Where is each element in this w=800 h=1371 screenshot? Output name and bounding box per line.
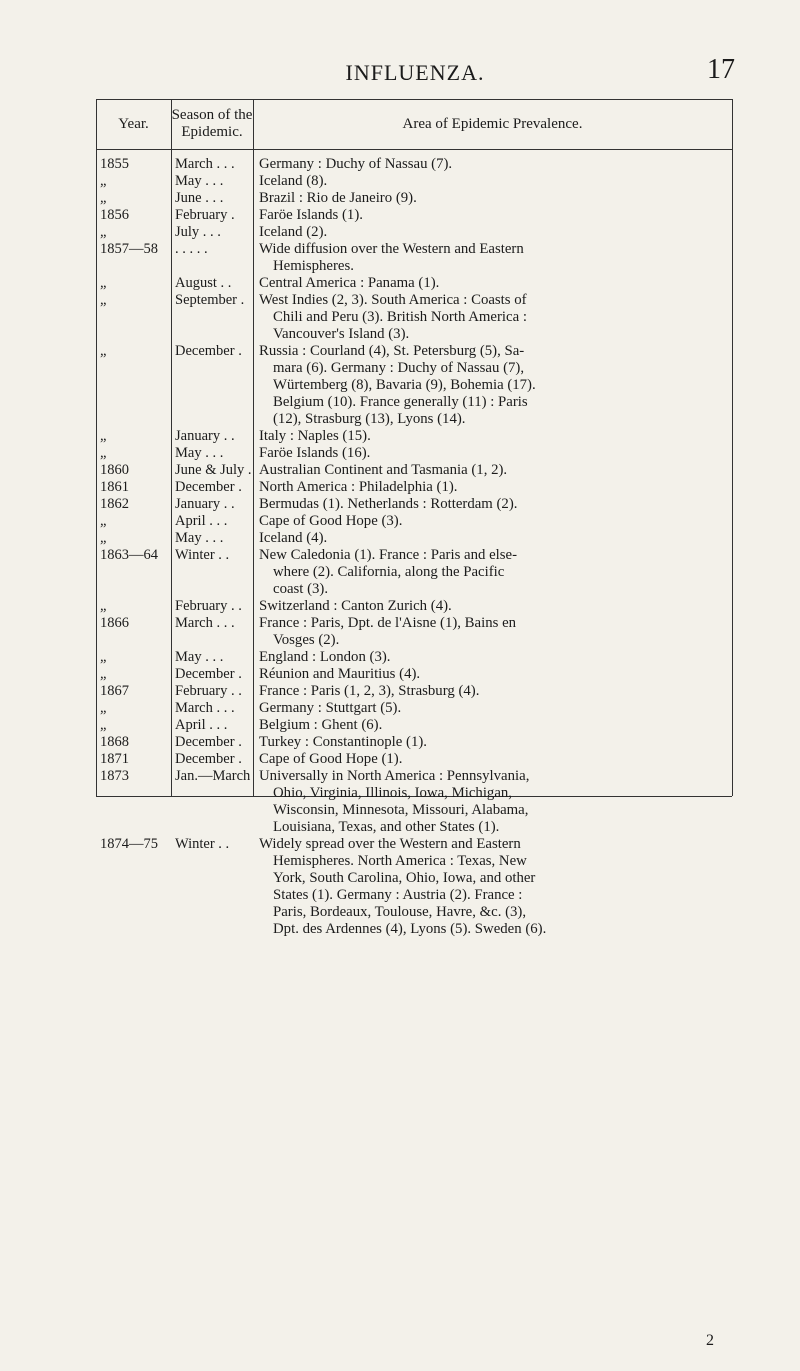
area-line: England : London (3). <box>259 649 391 665</box>
season-cell: March . . . <box>175 156 235 172</box>
table-row <box>96 445 732 462</box>
table-row <box>96 530 732 547</box>
epidemic-table <box>96 99 732 937</box>
table-body <box>96 156 732 938</box>
area-line: Paris, Bordeaux, Toulouse, Havre, &c. (3), <box>273 904 527 920</box>
area-line: Turkey : Constantinople (1). <box>259 734 427 750</box>
season-cell: June & July . <box>175 462 252 478</box>
area-cell <box>259 462 725 479</box>
table-row <box>96 734 732 751</box>
season-cell: February . <box>175 207 235 223</box>
table-row <box>96 768 732 836</box>
area-line: Cape of Good Hope (3). <box>259 513 403 529</box>
area-line: Brazil : Rio de Janeiro (9). <box>259 190 417 206</box>
area-cell <box>259 241 725 275</box>
table-row <box>96 343 732 428</box>
area-line: Cape of Good Hope (1). <box>259 751 403 767</box>
area-cell <box>259 615 725 649</box>
area-line: Wide diffusion over the Western and Eastern <box>259 241 524 257</box>
area-line: Ohio, Virginia, Illinois, Iowa, Michigan, <box>273 785 512 801</box>
table-row <box>96 700 732 717</box>
year-cell: „ <box>100 717 107 733</box>
season-cell: May . . . <box>175 530 224 546</box>
area-line: Iceland (4). <box>259 530 328 546</box>
area-line: France : Paris, Dpt. de l'Aisne (1), Bains en <box>259 615 517 631</box>
area-line: Réunion and Mauritius (4). <box>259 666 421 682</box>
season-cell: April . . . <box>175 513 228 529</box>
table-row <box>96 513 732 530</box>
season-cell: May . . . <box>175 649 224 665</box>
column-header-area <box>253 99 732 149</box>
year-cell: „ <box>100 700 107 716</box>
year-cell: „ <box>100 190 107 206</box>
area-cell <box>259 224 725 241</box>
area-cell <box>259 275 725 292</box>
area-line: (12), Strasburg (13), Lyons (14). <box>273 411 466 427</box>
year-cell: „ <box>100 598 107 614</box>
year-cell: 1867 <box>100 683 129 699</box>
area-line: Germany : Duchy of Nassau (7). <box>259 156 453 172</box>
season-cell: December . <box>175 734 242 750</box>
area-line: Würtemberg (8), Bavaria (9), Bohemia (17). <box>273 377 536 393</box>
table-row <box>96 598 732 615</box>
area-line: Hemispheres. North America : Texas, New <box>273 853 527 869</box>
area-line: Belgium (10). France generally (11) : Paris <box>273 394 528 410</box>
table-row <box>96 649 732 666</box>
area-line: Faröe Islands (1). <box>259 207 363 223</box>
year-cell: „ <box>100 275 107 291</box>
area-line: North America : Philadelphia (1). <box>259 479 458 495</box>
area-cell <box>259 547 725 598</box>
header-line: Epidemic. <box>181 124 243 140</box>
season-cell: Winter . . <box>175 836 230 852</box>
season-cell: . . . . . <box>175 241 208 257</box>
season-cell: March . . . <box>175 615 235 631</box>
year-cell: 1871 <box>100 751 129 767</box>
area-cell <box>259 683 725 700</box>
area-cell <box>259 836 725 938</box>
table-row <box>96 173 732 190</box>
table-row <box>96 224 732 241</box>
season-cell: January . . <box>175 428 235 444</box>
area-line: where (2). California, along the Pacific <box>273 564 505 580</box>
year-cell: 1863—64 <box>100 547 158 563</box>
year-cell: 1861 <box>100 479 129 495</box>
area-line: Bermudas (1). Netherlands : Rotterdam (2). <box>259 496 518 512</box>
table-row <box>96 292 732 343</box>
area-line: Faröe Islands (16). <box>259 445 371 461</box>
table-row <box>96 836 732 938</box>
season-cell: February . . <box>175 683 242 699</box>
year-cell: 1855 <box>100 156 129 172</box>
table-row <box>96 479 732 496</box>
table-row <box>96 207 732 224</box>
table-row <box>96 156 732 173</box>
column-header-year <box>96 99 171 149</box>
year-cell: 1860 <box>100 462 129 478</box>
table-row <box>96 683 732 700</box>
area-cell <box>259 496 725 513</box>
year-cell: 1873 <box>100 768 129 784</box>
table-row <box>96 496 732 513</box>
area-cell <box>259 292 725 343</box>
area-cell <box>259 343 725 428</box>
area-line: New Caledonia (1). France : Paris and else- <box>259 547 518 563</box>
year-cell: „ <box>100 428 107 444</box>
running-title: INFLUENZA. <box>345 60 485 85</box>
area-cell <box>259 479 725 496</box>
season-cell: December . <box>175 343 242 359</box>
area-cell <box>259 513 725 530</box>
column-header-season <box>171 99 253 149</box>
table-row <box>96 751 732 768</box>
table-row <box>96 666 732 683</box>
season-cell: September . <box>175 292 245 308</box>
area-line: France : Paris (1, 2, 3), Strasburg (4). <box>259 683 480 699</box>
area-cell <box>259 598 725 615</box>
page-header <box>95 54 735 100</box>
season-cell: February . . <box>175 598 242 614</box>
area-line: Dpt. des Ardennes (4), Lyons (5). Sweden (6). <box>273 921 547 937</box>
area-cell <box>259 768 725 836</box>
season-cell: December . <box>175 479 242 495</box>
area-cell <box>259 428 725 445</box>
year-cell: 1862 <box>100 496 129 512</box>
area-line: States (1). Germany : Austria (2). France : <box>273 887 523 903</box>
year-cell: 1874—75 <box>100 836 158 852</box>
table-right-rule <box>732 99 733 796</box>
year-cell: 1866 <box>100 615 129 631</box>
header-line: Year. <box>118 115 149 132</box>
page-number: 17 <box>707 54 735 85</box>
year-cell: „ <box>100 173 107 189</box>
area-line: Widely spread over the Western and Eastern <box>259 836 521 852</box>
year-cell: „ <box>100 513 107 529</box>
area-line: Vosges (2). <box>273 632 340 648</box>
table-row <box>96 190 732 207</box>
area-cell <box>259 666 725 683</box>
table-row <box>96 428 732 445</box>
area-line: Vancouver's Island (3). <box>273 326 410 342</box>
area-line: Wisconsin, Minnesota, Missouri, Alabama, <box>273 802 529 818</box>
area-line: Chili and Peru (3). British North America : <box>273 309 527 325</box>
area-cell <box>259 700 725 717</box>
area-line: Iceland (8). <box>259 173 328 189</box>
header-rule <box>96 149 732 150</box>
area-line: Switzerland : Canton Zurich (4). <box>259 598 452 614</box>
header-line: Area of Epidemic Prevalence. <box>402 115 583 132</box>
area-cell <box>259 190 725 207</box>
area-line: Universally in North America : Pennsylvania, <box>259 768 530 784</box>
year-cell: 1857—58 <box>100 241 158 257</box>
area-line: Central America : Panama (1). <box>259 275 440 291</box>
area-line: coast (3). <box>273 581 329 597</box>
area-line: Belgium : Ghent (6). <box>259 717 383 733</box>
area-line: Hemispheres. <box>273 258 354 274</box>
year-cell: „ <box>100 292 107 308</box>
season-cell: January . . <box>175 496 235 512</box>
area-line: Louisiana, Texas, and other States (1). <box>273 819 500 835</box>
table-row <box>96 547 732 598</box>
area-cell <box>259 734 725 751</box>
season-cell: December . <box>175 666 242 682</box>
area-line: Iceland (2). <box>259 224 328 240</box>
year-cell: „ <box>100 666 107 682</box>
area-line: Germany : Stuttgart (5). <box>259 700 402 716</box>
year-cell: „ <box>100 445 107 461</box>
table-row <box>96 615 732 649</box>
season-cell: April . . . <box>175 717 228 733</box>
year-cell: „ <box>100 649 107 665</box>
area-cell <box>259 649 725 666</box>
season-cell: August . . <box>175 275 232 291</box>
area-line: mara (6). Germany : Duchy of Nassau (7), <box>273 360 525 376</box>
area-cell <box>259 156 725 173</box>
area-line: Russia : Courland (4), St. Petersburg (5), Sa- <box>259 343 525 359</box>
area-line: Australian Continent and Tasmania (1, 2). <box>259 462 508 478</box>
area-line: York, South Carolina, Ohio, Iowa, and other <box>273 870 536 886</box>
year-cell: „ <box>100 224 107 240</box>
season-cell: June . . . <box>175 190 224 206</box>
year-cell: „ <box>100 343 107 359</box>
table-row <box>96 275 732 292</box>
header-line: Season of the <box>171 107 253 123</box>
table-row <box>96 241 732 275</box>
table-row <box>96 462 732 479</box>
table-row <box>96 717 732 734</box>
season-cell: July . . . <box>175 224 221 240</box>
year-cell: 1856 <box>100 207 129 223</box>
area-line: West Indies (2, 3). South America : Coasts of <box>259 292 527 308</box>
area-cell <box>259 207 725 224</box>
season-cell: May . . . <box>175 173 224 189</box>
season-cell: Jan.—March <box>175 768 251 784</box>
area-cell <box>259 445 725 462</box>
area-cell <box>259 717 725 734</box>
season-cell: March . . . <box>175 700 235 716</box>
season-cell: May . . . <box>175 445 224 461</box>
area-cell <box>259 530 725 547</box>
area-line: Italy : Naples (15). <box>259 428 371 444</box>
year-cell: 1868 <box>100 734 129 750</box>
signature-mark: 2 <box>706 1332 714 1349</box>
area-cell <box>259 751 725 768</box>
area-cell <box>259 173 725 190</box>
season-cell: December . <box>175 751 242 767</box>
year-cell: „ <box>100 530 107 546</box>
season-cell: Winter . . <box>175 547 230 563</box>
